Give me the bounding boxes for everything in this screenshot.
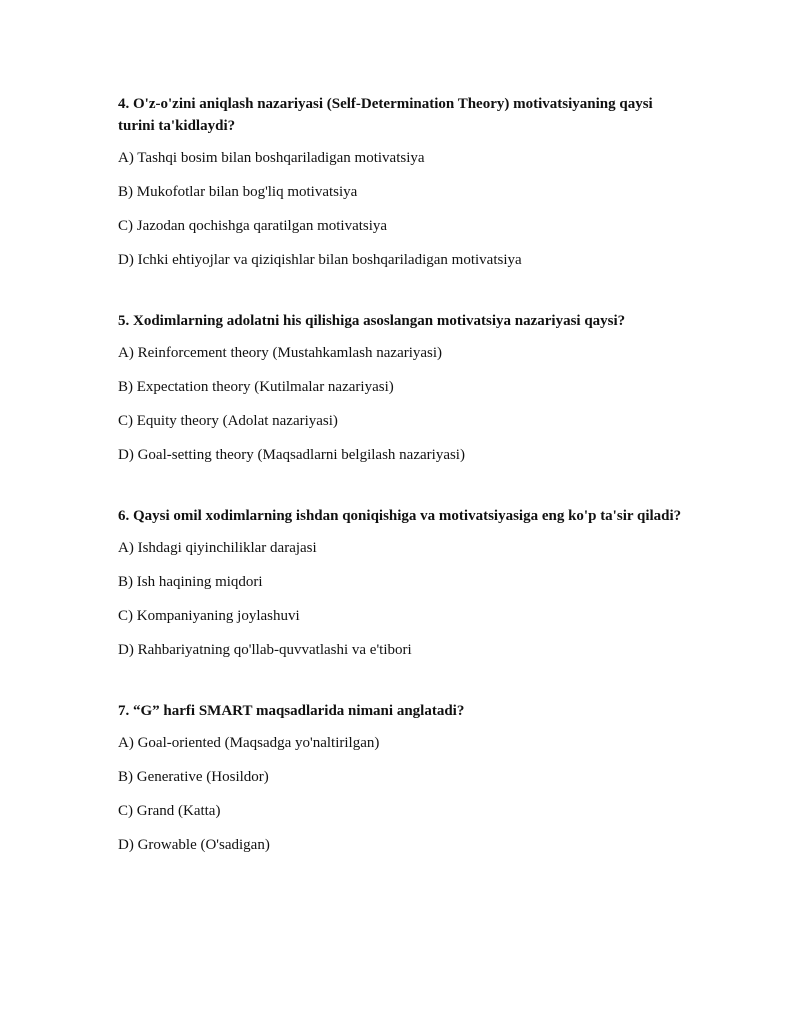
option-b: B) Generative (Hosildor) [118, 769, 269, 785]
question-6 [118, 505, 688, 661]
option-a: A) Goal-oriented (Maqsadga yo'naltirilgan) [118, 735, 380, 751]
option-d: D) Ichki ehtiyojlar va qiziqishlar bilan boshqariladigan motivatsiya [118, 252, 522, 268]
option-b: B) Expectation theory (Kutilmalar nazariyasi) [118, 379, 394, 395]
answer-options [118, 342, 688, 466]
option-c: C) Equity theory (Adolat nazariyasi) [118, 413, 338, 429]
question-5 [118, 310, 688, 466]
option-b: B) Mukofotlar bilan bog'liq motivatsiya [118, 184, 358, 200]
option-a: A) Reinforcement theory (Mustahkamlash nazariyasi) [118, 345, 443, 361]
option-d: D) Goal-setting theory (Maqsadlarni belgilash nazariyasi) [118, 447, 465, 463]
question-4 [118, 93, 688, 271]
question-title: 5. Xodimlarning adolatni his qilishiga asoslangan motivatsiya nazariyasi qaysi? [118, 313, 626, 329]
question-title: 4. O'z-o'zini aniqlash nazariyasi (Self-Determination Theory) motivatsiyaning qaysi turini ta'kidlaydi? [118, 96, 653, 134]
answer-options [118, 147, 688, 271]
answer-options [118, 537, 688, 661]
question-title: 6. Qaysi omil xodimlarning ishdan qoniqishiga va motivatsiyasiga eng ko'p ta'sir qiladi? [118, 508, 682, 524]
option-c: C) Jazodan qochishga qaratilgan motivatsiya [118, 218, 388, 234]
option-c: C) Kompaniyaning joylashuvi [118, 608, 300, 624]
option-d: D) Growable (O'sadigan) [118, 837, 270, 853]
question-7 [118, 700, 688, 856]
question-title: 7. “G” harfi SMART maqsadlarida nimani anglatadi? [118, 703, 465, 719]
option-d: D) Rahbariyatning qo'llab-quvvatlashi va e'tibori [118, 642, 412, 658]
answer-options [118, 732, 688, 856]
document-page [118, 93, 688, 856]
option-b: B) Ish haqining miqdori [118, 574, 263, 590]
option-a: A) Tashqi bosim bilan boshqariladigan motivatsiya [118, 150, 425, 166]
option-c: C) Grand (Katta) [118, 803, 221, 819]
option-a: A) Ishdagi qiyinchiliklar darajasi [118, 540, 317, 556]
